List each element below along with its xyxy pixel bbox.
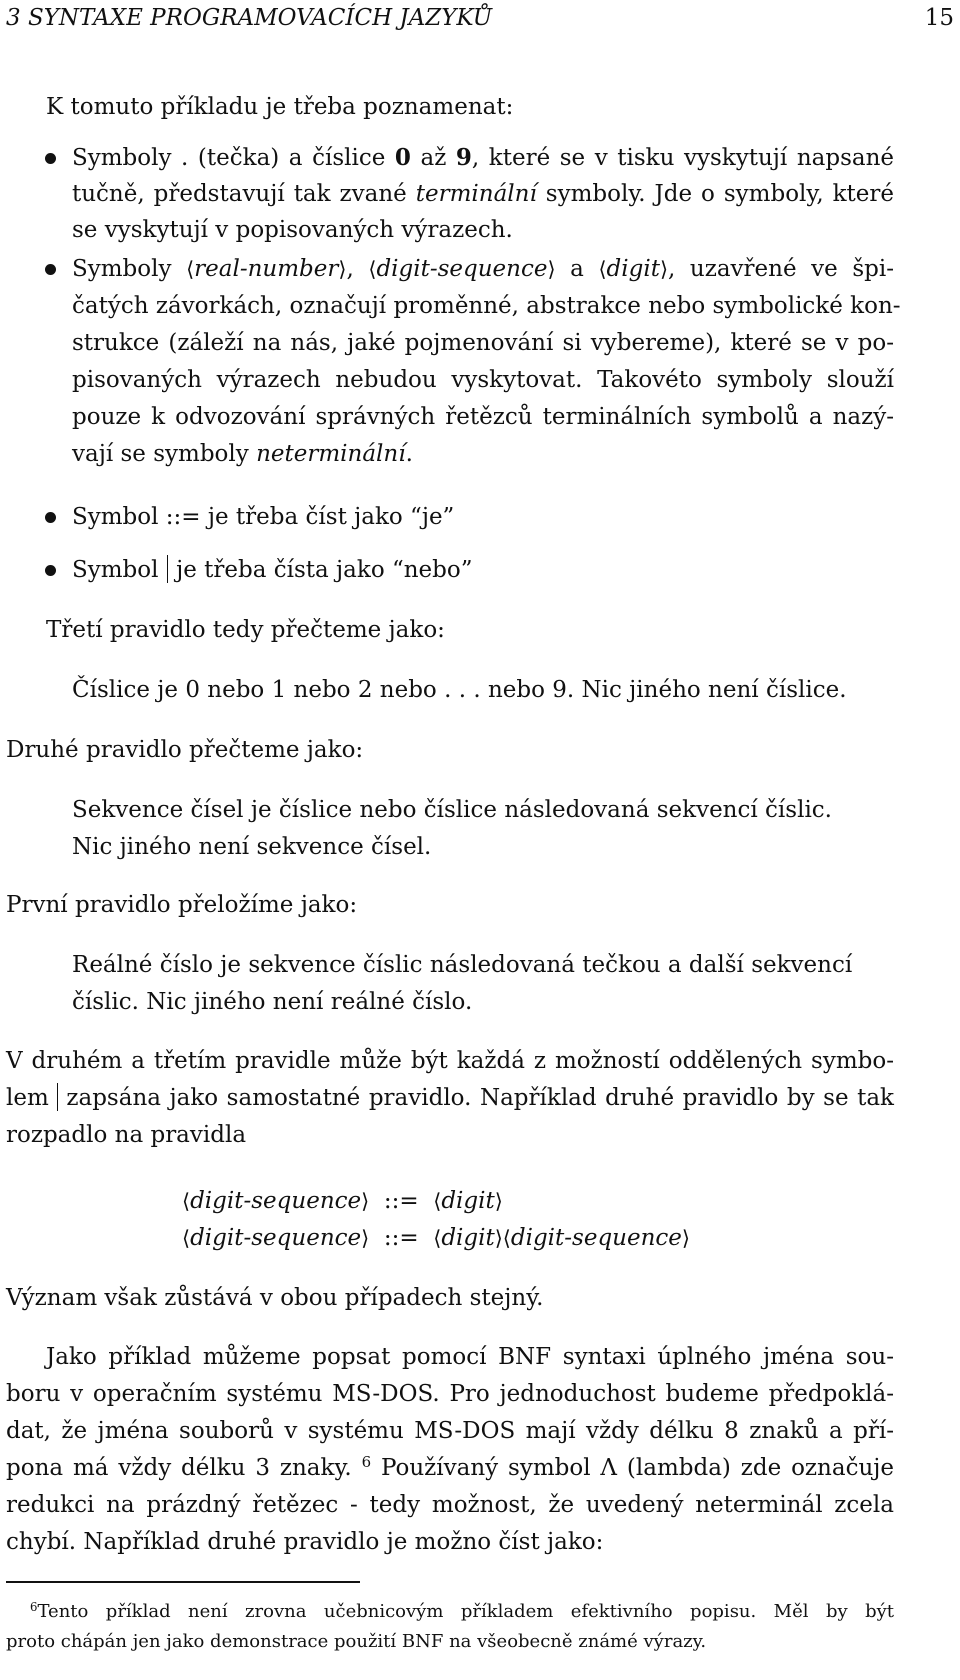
bullet-dot [45,512,56,523]
para1-line2: lem zapsána jako samostatné pravidlo. Například druhé pravidlo by se tak [6,1085,894,1111]
grammar-rule-1: ⟨digit-sequence⟩ ::= ⟨digit⟩ [182,1188,503,1214]
bullet2-line3: strukce (záleží na nás, jaké pojmenování si vybereme), které se v po- [72,330,894,356]
vertical-bar-symbol [57,1083,59,1111]
rule3-intro: Třetí pravidlo tedy přečteme jako: [46,617,445,643]
bullet2-line4: pisovaných výrazech nebudou vyskytovat. Takovéto symboly slouží [72,367,894,393]
meaning-text: Význam však zůstává v obou případech stejný. [6,1285,544,1311]
rule2-intro: Druhé pravidlo přečteme jako: [6,737,364,763]
bullet2-line1: Symboly ⟨real-number⟩, ⟨digit-sequence⟩ a ⟨digit⟩, uzavřené ve špi- [72,256,895,282]
para2-line4: pona má vždy délku 3 znaky. $^6$ Používaný symbol Λ (lambda) zde označuje [6,1452,895,1481]
grammar-rule-2: ⟨digit-sequence⟩ ::= ⟨digit⟩⟨digit-sequence⟩ [182,1225,690,1251]
vertical-bar-symbol [167,555,169,583]
para2-line5: redukci na prázdný řetězec - tedy možnost, že uvedený neterminál zcela [6,1492,894,1518]
para2-line3: dat, že jména souborů v systému MS-DOS mají vždy délku 8 znaků a pří- [6,1418,894,1444]
para1-line1: V druhém a třetím pravidle může být každá z možností oddělených symbo- [6,1048,894,1074]
running-header [6,0,954,36]
footnote-line1: $^6$Tento příklad není zrovna učebnicovým příkladem efektivního popisu. Měl by být [30,1599,894,1622]
bullet1-line2: tučně, představují tak zvané terminální symboly. Jde o symboly, které [72,181,895,207]
bullet2-line5: pouze k odvozování správných řetězců terminálních symbolů a nazý- [72,404,894,430]
para2-line1: Jako příklad můžeme popsat pomocí BNF syntaxi úplného jména sou- [46,1344,894,1370]
intro-text: K tomuto příkladu je třeba poznamenat: [46,94,514,120]
para2-line6: chybí. Například druhé pravidlo je možno číst jako: [6,1529,604,1555]
rule1-line2: číslic. Nic jiného není reálné číslo. [72,989,473,1015]
rule2-line1: Sekvence čísel je číslice nebo číslice následovaná sekvencí číslic. [72,797,832,823]
footnote-ref: 6 [361,1452,372,1471]
para1-line3: rozpadlo na pravidla [6,1122,247,1148]
bullet1-line3: se vyskytují v popisovaných výrazech. [72,217,513,243]
chapter-title: 3 SYNTAXE PROGRAMOVACÍCH JAZYKŮ [6,5,493,31]
page-number: 15 [924,5,954,31]
footnote-rule [6,1581,360,1583]
rule2-line2: Nic jiného není sekvence čísel. [72,834,432,860]
bullet2-line6: vají se symboly neterminální. [72,441,413,467]
para2-line2: boru v operačním systému MS-DOS. Pro jednoduchost budeme předpoklá- [6,1381,894,1407]
bullet-dot [45,153,56,164]
bullet2-line2: čatých závorkách, označují proměnné, abstrakce nebo symbolické kon- [72,293,901,319]
bullet-dot [45,565,56,576]
footnote-line2: proto chápán jen jako demonstrace použití BNF na všeobecně známé výrazy. [6,1631,707,1652]
bullet-dot [45,264,56,275]
bullet3-text: Symbol ::= je třeba číst jako “je” [72,504,455,530]
rule1-intro: První pravidlo přeložíme jako: [6,892,358,918]
rule3-text: Číslice je 0 nebo 1 nebo 2 nebo . . . nebo 9. Nic jiného není číslice. [72,677,847,703]
bullet4-text: Symbol je třeba čísta jako “nebo” [72,557,473,583]
bullet1-line1: Symboly . (tečka) a číslice 0 až 9, které se v tisku vyskytují napsané [72,144,895,171]
rule1-line1: Reálné číslo je sekvence číslic následovaná tečkou a další sekvencí [72,952,853,978]
